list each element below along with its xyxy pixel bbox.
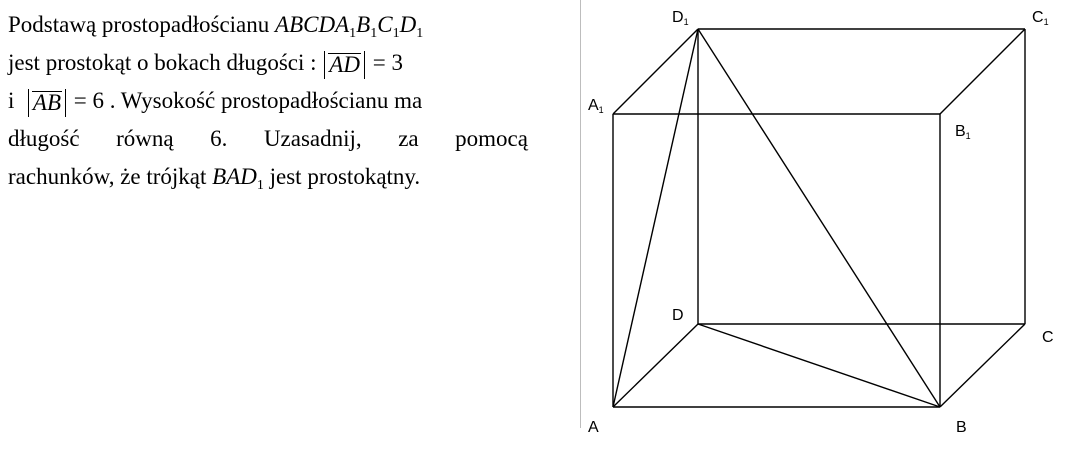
vertex-label-b: B [956, 419, 967, 436]
edge-a1-d1 [613, 29, 698, 114]
problem-line-2: jest prostokąt o bokach długości : AD = 3 [8, 50, 403, 77]
vertex-label-a: A [588, 419, 599, 436]
vertex-label-d: D [672, 307, 684, 324]
segment-b-d1 [698, 29, 940, 407]
ad-length: AD [324, 51, 365, 79]
problem-line-3: i AB = 6 . Wysokość prostopadłościanu ma [8, 88, 423, 115]
vertex-label-c: C [1042, 329, 1054, 346]
problem-line-5: rachunków, że trójkąt $BAD_1$ jest prostokątny. [8, 164, 421, 193]
vertex-label-d1: D1 [672, 9, 689, 27]
triangle-name: $BAD_1$ [212, 164, 264, 193]
segment-a-d1 [613, 29, 698, 407]
ab-length: AB [28, 89, 66, 117]
vertex-label-c1: C1 [1032, 9, 1049, 27]
edge-b1-c1 [940, 29, 1025, 114]
solid-name: $ABCDA_1B_1C_1D_1$ [275, 12, 424, 41]
vertex-label-a1: A1 [588, 97, 604, 115]
segment-b-d [698, 324, 940, 407]
problem-text: Podstawą prostopadłościanu [8, 12, 276, 37]
edge-b-c [940, 324, 1025, 407]
problem-line-4: długość równą 6. Uzasadnij, za pomocą [8, 126, 528, 151]
edge-a-d [613, 324, 698, 407]
vertex-label-b1: B1 [955, 123, 971, 141]
